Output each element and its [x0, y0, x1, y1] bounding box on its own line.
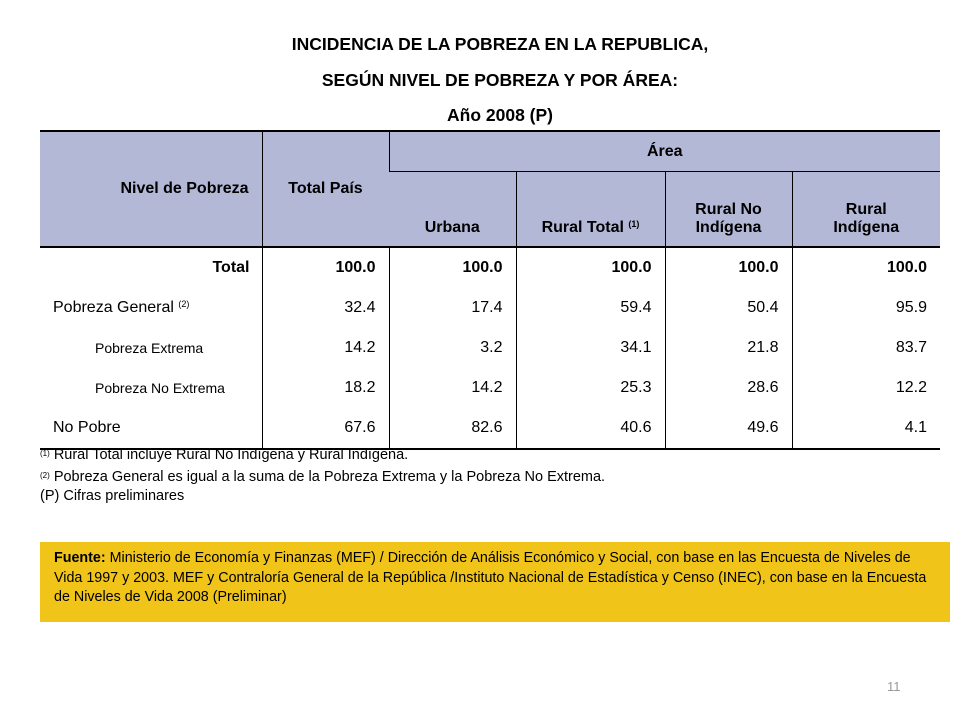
row-label: Pobreza Extrema — [95, 340, 204, 356]
row-label: No Pobre — [53, 419, 121, 436]
row-label: Total — [212, 259, 250, 276]
rural-indigena-line1: Rural — [845, 201, 887, 218]
col-header-total-pais: Total País — [262, 131, 389, 247]
col-header-rural-total — [516, 172, 665, 248]
cell-rural-total: 34.1 — [516, 328, 665, 368]
footnotes — [40, 444, 605, 507]
cell-rural-indigena: 95.9 — [792, 288, 940, 328]
cell-rural-no-indigena: 28.6 — [665, 368, 792, 408]
poverty-table — [40, 130, 940, 450]
cell-total-pais: 67.6 — [262, 408, 389, 449]
rural-no-indigena-line1: Rural No — [695, 201, 762, 218]
rural-indigena-line2: Indígena — [833, 219, 900, 236]
cell-rural-no-indigena: 49.6 — [665, 408, 792, 449]
cell-total-pais: 100.0 — [262, 247, 389, 288]
footnote-text: Rural Total incluye Rural No Indígena y Rural Indígena. — [53, 447, 409, 463]
cell-rural-total: 40.6 — [516, 408, 665, 449]
note-ref-1: (1) — [628, 219, 640, 229]
table-row-total — [40, 247, 940, 288]
rural-total-label: Rural Total — [541, 219, 624, 236]
table-row-no-pobre — [40, 408, 940, 449]
row-label-text: Pobreza General — [53, 299, 174, 316]
row-label: Pobreza No Extrema — [95, 380, 225, 396]
cell-rural-indigena: 12.2 — [792, 368, 940, 408]
page-number: 11 — [887, 679, 901, 694]
cell-urbana: 100.0 — [389, 247, 516, 288]
col-header-rural-no-indigena — [665, 172, 792, 248]
col-header-area: Área — [389, 131, 940, 172]
cell-rural-indigena: 4.1 — [792, 408, 940, 449]
cell-urbana: 14.2 — [389, 368, 516, 408]
cell-total-pais: 32.4 — [262, 288, 389, 328]
source-text: Ministerio de Economía y Finanzas (MEF) / Dirección de Análisis Económico y Social, con base en las Encuesta de Niveles de Vida 1997 y 2003. MEF y Contraloría General de la República /Instituto Nacional de Estadística y Censo (INEC), con base en la Encuesta de Niveles de Vida 2008 (Preliminar) — [54, 550, 927, 605]
table-row-pobreza-no-extrema — [40, 368, 940, 408]
cell-rural-indigena: 83.7 — [792, 328, 940, 368]
rural-no-indigena-line2: Indígena — [695, 219, 762, 236]
cell-urbana: 3.2 — [389, 328, 516, 368]
source-label: Fuente: — [54, 550, 106, 566]
cell-urbana: 82.6 — [389, 408, 516, 449]
title-line-3: Año 2008 (P) — [447, 105, 553, 125]
footnote-text: Pobreza General es igual a la suma de la Pobreza Extrema y la Pobreza No Extrema. — [53, 468, 606, 485]
footnote-2 — [40, 466, 605, 488]
title-line-2: SEGÚN NIVEL DE POBREZA Y POR ÁREA: — [321, 70, 679, 90]
title-line-1: INCIDENCIA DE LA POBREZA EN LA REPUBLICA, — [291, 34, 709, 54]
footnote-3 — [40, 487, 605, 507]
table-row-pobreza-general — [40, 288, 940, 328]
table-row-pobreza-extrema — [40, 328, 940, 368]
cell-urbana: 17.4 — [389, 288, 516, 328]
footnote-1 — [40, 444, 605, 466]
cell-rural-no-indigena: 21.8 — [665, 328, 792, 368]
footnote-text: (P) Cifras preliminares — [40, 488, 185, 504]
cell-total-pais: 14.2 — [262, 328, 389, 368]
col-header-urbana: Urbana — [389, 172, 516, 248]
col-header-nivel: Nivel de Pobreza — [40, 131, 262, 247]
cell-rural-total: 59.4 — [516, 288, 665, 328]
source-box — [40, 542, 950, 622]
row-label — [40, 288, 262, 328]
cell-rural-total: 100.0 — [516, 247, 665, 288]
col-header-rural-indigena — [792, 172, 940, 248]
cell-rural-total: 25.3 — [516, 368, 665, 408]
cell-rural-no-indigena: 100.0 — [665, 247, 792, 288]
cell-rural-indigena: 100.0 — [792, 247, 940, 288]
footnote-mark: (1) — [40, 449, 50, 458]
cell-rural-no-indigena: 50.4 — [665, 288, 792, 328]
cell-total-pais: 18.2 — [262, 368, 389, 408]
note-ref-2: (2) — [178, 299, 190, 309]
footnote-mark: (2) — [40, 470, 50, 480]
